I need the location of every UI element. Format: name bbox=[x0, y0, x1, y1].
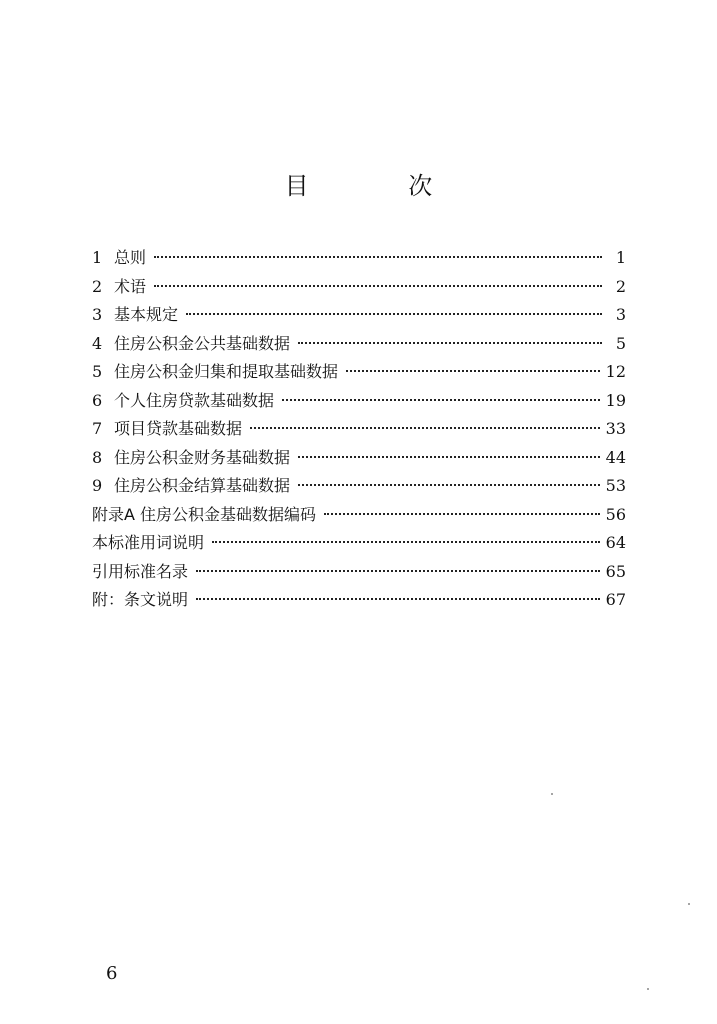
toc-entry-page: 2 bbox=[615, 276, 626, 296]
toc-entry-page: 56 bbox=[605, 504, 626, 524]
toc-entry-page: 19 bbox=[605, 390, 626, 410]
toc-leader-dots bbox=[196, 570, 600, 572]
toc-leader-dots bbox=[298, 484, 600, 486]
toc-entry-number: 2 bbox=[92, 276, 103, 296]
toc-entry-label: 附：条文说明 bbox=[92, 590, 189, 609]
toc-entry-page: 33 bbox=[605, 419, 626, 438]
toc-entry-appendix[interactable] bbox=[92, 586, 626, 615]
toc-entry-label: 总则 bbox=[114, 248, 147, 267]
toc-entry[interactable] bbox=[92, 387, 626, 416]
toc-entry-label: 住房公积金结算基础数据 bbox=[114, 476, 291, 495]
toc-entry-page: 3 bbox=[615, 305, 626, 324]
toc-leader-dots bbox=[212, 541, 600, 543]
toc-entry[interactable] bbox=[92, 244, 626, 273]
toc-leader-dots bbox=[154, 256, 602, 258]
toc-entry-page: 53 bbox=[605, 476, 626, 495]
toc-entry-number: 3 bbox=[92, 305, 103, 324]
toc-entry-page: 1 bbox=[615, 248, 626, 267]
toc-entry-label: 术语 bbox=[114, 276, 147, 296]
toc-entry-number: 5 bbox=[92, 362, 103, 381]
toc-entry-label: 基本规定 bbox=[114, 305, 179, 324]
toc-entry-number: 4 bbox=[92, 333, 103, 353]
toc-entry-page: 67 bbox=[605, 590, 626, 609]
toc-leader-dots bbox=[298, 342, 602, 344]
toc-entry[interactable] bbox=[92, 301, 626, 330]
scan-speck bbox=[688, 903, 690, 905]
toc-entry[interactable] bbox=[92, 273, 626, 302]
scan-speck bbox=[551, 793, 553, 795]
toc-entry-label: 引用标准名录 bbox=[92, 561, 189, 581]
toc-entry-page: 44 bbox=[605, 447, 626, 467]
toc-entry[interactable] bbox=[92, 444, 626, 473]
table-of-contents bbox=[92, 244, 626, 615]
toc-leader-dots bbox=[186, 313, 602, 315]
toc-entry-label: 住房公积金归集和提取基础数据 bbox=[114, 362, 339, 381]
toc-leader-dots bbox=[346, 370, 600, 372]
toc-leader-dots bbox=[298, 456, 600, 458]
toc-entry-label: 附录A 住房公积金基础数据编码 bbox=[92, 504, 317, 524]
toc-entry-label: 住房公积金财务基础数据 bbox=[114, 447, 291, 467]
toc-entry-label: 项目贷款基础数据 bbox=[114, 419, 243, 438]
toc-leader-dots bbox=[282, 399, 600, 401]
toc-entry[interactable] bbox=[92, 472, 626, 501]
toc-leader-dots bbox=[324, 513, 600, 515]
toc-leader-dots bbox=[154, 285, 602, 287]
toc-entry-number: 6 bbox=[92, 390, 103, 410]
toc-entry[interactable] bbox=[92, 415, 626, 444]
toc-leader-dots bbox=[250, 427, 600, 429]
toc-entry-appendix[interactable] bbox=[92, 558, 626, 587]
toc-title: 目 次 bbox=[284, 172, 479, 200]
toc-entry-page: 5 bbox=[615, 333, 626, 353]
toc-entry-number: 7 bbox=[92, 419, 103, 438]
scan-speck bbox=[647, 988, 649, 990]
toc-entry-page: 64 bbox=[605, 533, 626, 552]
page-number: 6 bbox=[106, 963, 118, 984]
toc-entry-page: 65 bbox=[605, 561, 626, 581]
toc-entry[interactable] bbox=[92, 358, 626, 387]
toc-entry-appendix[interactable] bbox=[92, 501, 626, 530]
toc-entry-label: 住房公积金公共基础数据 bbox=[114, 333, 291, 353]
toc-entry-label: 个人住房贷款基础数据 bbox=[114, 390, 275, 410]
toc-entry-label: 本标准用词说明 bbox=[92, 533, 205, 552]
toc-entry-number: 8 bbox=[92, 447, 103, 467]
toc-entry-page: 12 bbox=[605, 362, 626, 381]
toc-entry-number: 9 bbox=[92, 476, 103, 495]
toc-entry-number: 1 bbox=[92, 248, 103, 267]
toc-leader-dots bbox=[196, 598, 600, 600]
toc-entry[interactable] bbox=[92, 330, 626, 359]
toc-entry-appendix[interactable] bbox=[92, 529, 626, 558]
